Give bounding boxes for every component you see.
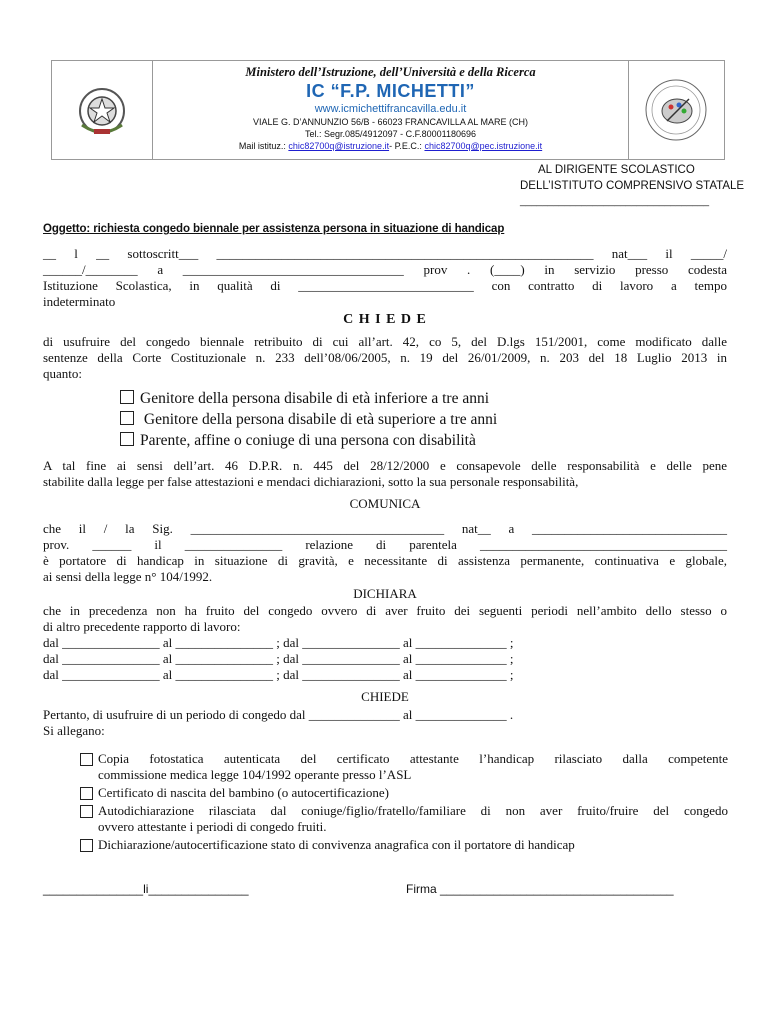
dichiara-title: DICHIARA bbox=[353, 586, 417, 601]
checkbox-icon[interactable] bbox=[120, 411, 134, 425]
signature-line: Firma ___________________________________ bbox=[406, 882, 674, 896]
usufruire-line-1: di usufruire del congedo biennale retribuito di cui all’art. 42, co 5, del D.lgs 151/2001, come modificato dalle bbox=[43, 334, 727, 349]
attachments-list bbox=[80, 751, 728, 853]
option-label: Genitore della persona disabile di età superiore a tre anni bbox=[140, 411, 498, 428]
comunica-line-1: che il / la Sig. _______________________________________ nat__ a ______________________________ bbox=[43, 521, 727, 536]
period-row: dal _______________ al _______________ ; dal _______________ al ______________ ; bbox=[43, 651, 514, 666]
attachment-item[interactable] bbox=[80, 785, 728, 801]
italian-republic-emblem-icon bbox=[72, 81, 132, 141]
school-address: VIALE G. D’ANNUNZIO 56/B - 66023 FRANCAVILLA AL MARE (CH) bbox=[252, 117, 529, 127]
attachment-line-2: ovvero attestante i periodi di congedo fruiti. bbox=[98, 819, 327, 834]
intro-line-2: ______/________ a __________________________________ prov . (____) in servizio presso codesta bbox=[43, 262, 727, 277]
pertanto-block bbox=[43, 707, 727, 739]
recipient-block bbox=[520, 162, 744, 210]
dichiara-line-2: di altro precedente rapporto di lavoro: bbox=[43, 619, 241, 634]
school-logo-icon bbox=[643, 77, 709, 143]
atal-line-2: stabilite dalla legge per false attestazioni e mendaci dichiarazioni, sotto la sua personale responsabilità, bbox=[43, 474, 579, 489]
chiede2-title: CHIEDE bbox=[361, 689, 409, 704]
option-item[interactable] bbox=[120, 388, 497, 409]
usufruire-block bbox=[43, 334, 727, 382]
comunica-line-2: prov. ______ il _______________ relazione di parentela ______________________________________ bbox=[43, 537, 727, 552]
letterhead bbox=[51, 60, 725, 160]
checkbox-icon[interactable] bbox=[80, 753, 93, 766]
checkbox-icon[interactable] bbox=[80, 787, 93, 800]
period-row: dal _______________ al _______________ ; dal _______________ al ______________ ; bbox=[43, 667, 514, 682]
chiede-title: C H I E D E bbox=[343, 312, 427, 327]
usufruire-line-2: sentenze della Corte Costituzionale n. 233 dell’08/06/2005, n. 19 del 26/01/2009, n. 203 del 18 Luglio 2013 in bbox=[43, 350, 727, 365]
recipient-line-2: DELL’ISTITUTO COMPRENSIVO STATALE bbox=[520, 180, 745, 192]
intro-block bbox=[43, 246, 727, 310]
school-mail bbox=[152, 141, 629, 151]
comunica-block bbox=[43, 521, 727, 585]
intro-line-3: Istituzione Scolastica, in qualità di ___________________________ con contratto di lavoro a tempo bbox=[43, 278, 727, 293]
subject-line: Oggetto: richiesta congedo biennale per assistenza persona in situazione di handicap bbox=[43, 223, 505, 235]
comunica-title: COMUNICA bbox=[349, 496, 421, 511]
letterhead-center bbox=[152, 61, 629, 151]
attachment-item[interactable] bbox=[80, 751, 728, 783]
allegano-line: Si allegano: bbox=[43, 723, 105, 738]
intro-line-1: __ l __ sottoscritt___ __________________________________________________________ nat___ il _____/ bbox=[43, 246, 727, 261]
comunica-line-3: è portatore di handicap in situazione di gravità, e necessitante di assistenza permanente, continuativa e globale, bbox=[43, 553, 727, 568]
mail-istit-link[interactable]: chic82700q@istruzione.it bbox=[288, 141, 390, 151]
attachment-item[interactable] bbox=[80, 837, 728, 853]
dichiara-line-1: che in precedenza non ha fruito del congedo ovvero di aver fruito dei seguenti periodi nell’ambito dello stesso o bbox=[43, 603, 727, 618]
intro-line-4: indeterminato bbox=[43, 294, 116, 309]
pertanto-line: Pertanto, di usufruire di un periodo di congedo dal ______________ al ______________ . bbox=[43, 707, 514, 722]
period-row: dal _______________ al _______________ ; dal _______________ al ______________ ; bbox=[43, 635, 514, 650]
atal-block bbox=[43, 458, 727, 490]
attachment-line-1: Dichiarazione/autocertificazione stato di convivenza anagrafica con il portatore di handicap bbox=[98, 837, 575, 852]
ministry-name: Ministero dell’Istruzione, dell’Università e della Ricerca bbox=[245, 65, 536, 79]
school-name: IC “F.P. MICHETTI” bbox=[306, 81, 475, 101]
attachment-line-1: Autodichiarazione rilasciata dal coniuge/figlio/fratello/familiare di non aver fruito/fruire del congedo bbox=[98, 803, 728, 818]
option-item[interactable] bbox=[120, 409, 497, 430]
letterhead-right-cell bbox=[628, 61, 724, 159]
checkbox-icon[interactable] bbox=[80, 805, 93, 818]
attachment-item[interactable] bbox=[80, 803, 728, 835]
options-list bbox=[120, 388, 497, 451]
place-date-line: _______________li_______________ bbox=[43, 882, 249, 896]
mail-pec-link[interactable]: chic82700q@pec.istruzione.it bbox=[424, 141, 543, 151]
attachment-line-1: Certificato di nascita del bambino (o autocertificazione) bbox=[98, 785, 389, 800]
pec-prefix: - P.E.C.: bbox=[389, 141, 422, 151]
recipient-line-1: AL DIRIGENTE SCOLASTICO bbox=[538, 164, 695, 176]
checkbox-icon[interactable] bbox=[120, 432, 134, 446]
attachment-line-1: Copia fotostatica autenticata del certificato attestante l’handicap rilasciato dalla competente bbox=[98, 751, 728, 766]
recipient-line-3: __________________________________ bbox=[520, 196, 710, 207]
comunica-line-4: ai sensi della legge n° 104/1992. bbox=[43, 569, 213, 584]
school-website: www.icmichettifrancavilla.edu.it bbox=[314, 103, 467, 115]
atal-line-1: A tal fine ai sensi dell’art. 46 D.P.R. n. 445 del 28/12/2000 e consapevole delle responsabilità e delle pene bbox=[43, 458, 727, 473]
dichiara-block bbox=[43, 603, 727, 683]
option-item[interactable] bbox=[120, 430, 497, 451]
attachment-line-2: commissione medica legge 104/1992 operante presso l’ASL bbox=[98, 767, 412, 782]
option-label: Parente, affine o coniuge di una persona con disabilità bbox=[140, 432, 476, 449]
checkbox-icon[interactable] bbox=[120, 390, 134, 404]
usufruire-line-3: quanto: bbox=[43, 366, 82, 381]
letterhead-left-cell bbox=[52, 61, 153, 159]
option-label: Genitore della persona disabile di età inferiore a tre anni bbox=[140, 390, 490, 407]
mail-prefix: Mail istituz.: bbox=[238, 141, 286, 151]
school-phone: Tel.: Segr.085/4912097 - C.F.80001180696 bbox=[305, 129, 476, 139]
checkbox-icon[interactable] bbox=[80, 839, 93, 852]
